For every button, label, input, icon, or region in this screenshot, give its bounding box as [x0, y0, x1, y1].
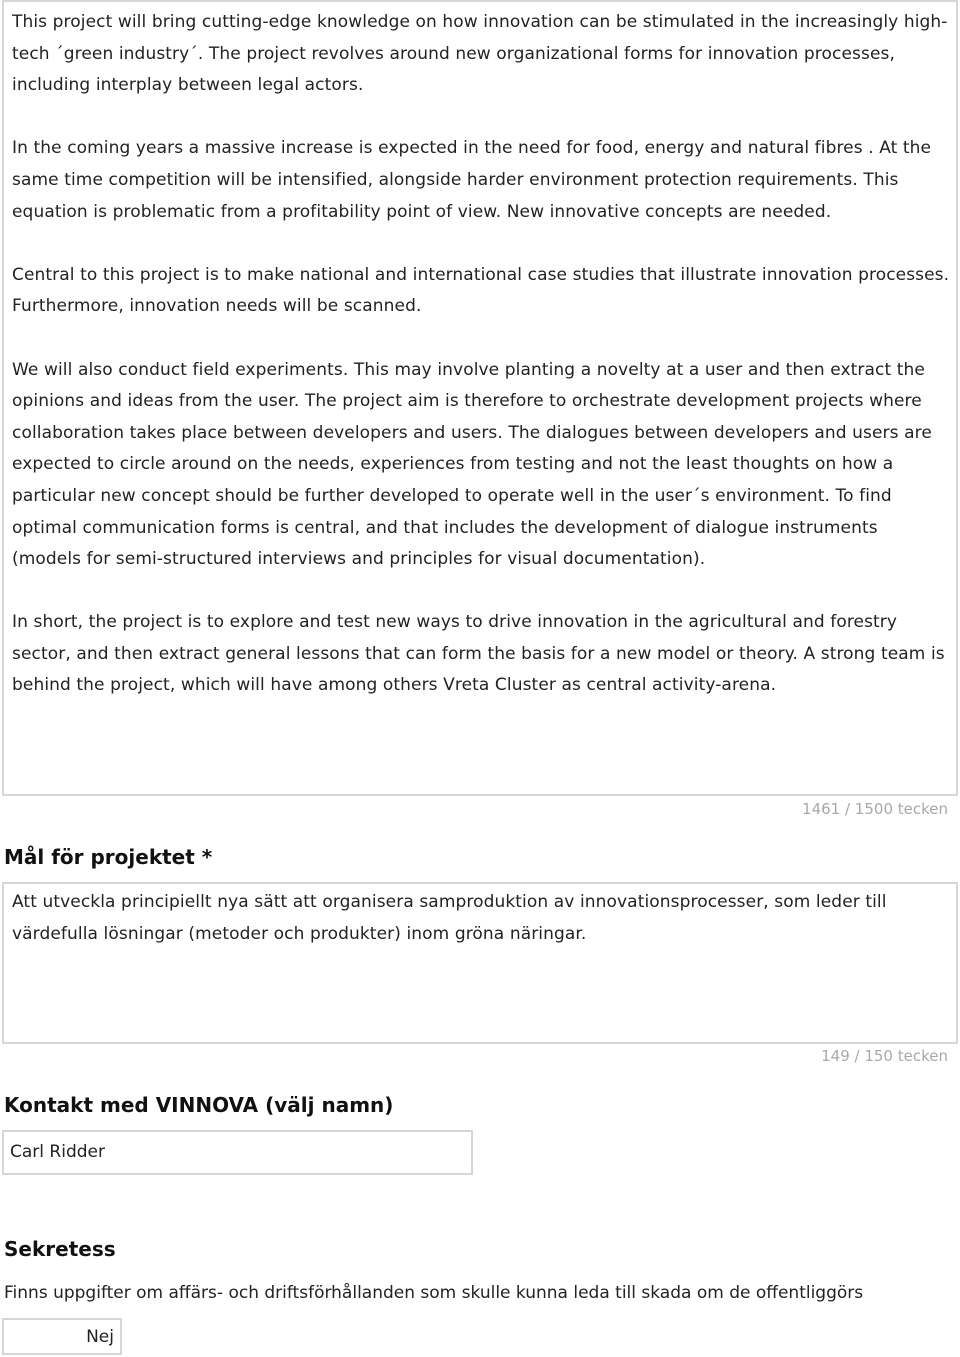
project-description-textarea[interactable] [2, 0, 958, 796]
project-description-text [12, 7, 952, 702]
contact-name-select[interactable] [2, 1130, 473, 1175]
contact-heading: Kontakt med VINNOVA (välj namn) [4, 1093, 394, 1117]
description-paragraph-4: We will also conduct field experiments. This may involve planting a novelty at a user and then extract the opinions and ideas from the user. The project aim is therefore to orchestrate development projects where collaboration takes place between developers and users. The dialogues between developers and users are expected to circle around on the needs, experiences from testing and not the least thoughts on how a particular new concept should be further developed to operate well in the user´s environment. To find optimal communication forms is central, and that includes the development of dialogue instruments (models for semi-structured interviews and principles for visual documentation). [12, 359, 932, 570]
description-paragraph-5: In short, the project is to explore and test new ways to drive innovation in the agricultural and forestry sector, and then extract general lessons that can form the basis for a new model or theory. A strong team is behind the project, which will have among others Vreta Cluster as central activity-arena. [12, 612, 945, 696]
confidentiality-heading: Sekretess [4, 1237, 116, 1261]
goal-heading: Mål för projektet * [4, 845, 213, 869]
description-character-counter: 1461 / 1500 tecken [802, 800, 948, 818]
description-paragraph-1: This project will bring cutting-edge knowledge on how innovation can be stimulated in the increasingly high-tech ´green industry´. The project revolves around new organizational forms for innovation processes, including interplay between legal actors. [12, 12, 948, 96]
goal-textarea[interactable] [2, 882, 958, 1044]
description-paragraph-2: In the coming years a massive increase is expected in the need for food, energy and natural fibres . At the same time competition will be intensified, alongside harder environment protection requirements. This equation is problematic from a profitability point of view. New innovative concepts are needed. [12, 138, 932, 222]
goal-character-counter: 149 / 150 tecken [821, 1047, 948, 1065]
confidentiality-value: Nej [86, 1327, 114, 1347]
goal-text: Att utveckla principiellt nya sätt att organisera samproduktion av innovationsprocesser, som leder till värdefulla lösningar (metoder och produkter) inom gröna näringar. [12, 892, 887, 944]
description-paragraph-3: Central to this project is to make national and international case studies that illustrate innovation processes. Furthermore, innovation needs will be scanned. [12, 264, 950, 317]
contact-name-value: Carl Ridder [10, 1142, 105, 1162]
confidentiality-question: Finns uppgifter om affärs- och driftsförhållanden som skulle kunna leda till skada om de offentliggörs [4, 1283, 864, 1303]
confidentiality-select[interactable] [2, 1318, 122, 1355]
